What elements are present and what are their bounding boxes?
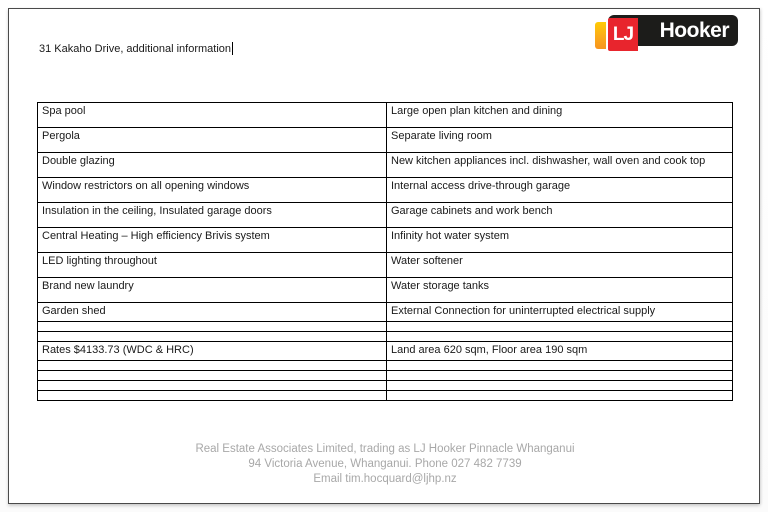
table-row	[38, 278, 733, 303]
document-title-line[interactable]	[39, 42, 233, 55]
table-row	[38, 203, 733, 228]
table-cell[interactable]: External Connection for uninterrupted electrical supply	[387, 303, 733, 322]
table-cell[interactable]: LED lighting throughout	[38, 253, 387, 278]
table-row	[38, 253, 733, 278]
table-cell[interactable]	[38, 361, 387, 371]
table-cell[interactable]: Separate living room	[387, 128, 733, 153]
table-cell[interactable]: Double glazing	[38, 153, 387, 178]
table-cell[interactable]: Rates $4133.73 (WDC & HRC)	[38, 342, 387, 361]
table-row	[38, 391, 733, 401]
table-cell[interactable]	[387, 322, 733, 332]
table-row	[38, 103, 733, 128]
table-cell[interactable]	[387, 332, 733, 342]
table-cell[interactable]	[38, 391, 387, 401]
table-row	[38, 332, 733, 342]
table-row	[38, 128, 733, 153]
table-cell[interactable]: Insulation in the ceiling, Insulated garage doors	[38, 203, 387, 228]
table-cell[interactable]	[38, 371, 387, 381]
table-cell[interactable]	[387, 381, 733, 391]
table-row	[38, 322, 733, 332]
document-page	[8, 8, 760, 504]
table-cell[interactable]: Garden shed	[38, 303, 387, 322]
table-cell[interactable]	[387, 391, 733, 401]
footer-email-line: Email tim.hocquard@ljhp.nz	[313, 473, 457, 485]
table-row	[38, 381, 733, 391]
table-cell[interactable]: Garage cabinets and work bench	[387, 203, 733, 228]
table-cell[interactable]	[38, 381, 387, 391]
document-title[interactable]: 31 Kakaho Drive, additional information	[39, 43, 232, 55]
logo-lj-text: LJ	[612, 23, 634, 45]
table-cell[interactable]	[38, 322, 387, 332]
table-cell[interactable]: Pergola	[38, 128, 387, 153]
table-row	[38, 342, 733, 361]
logo-lj-monogram	[608, 18, 638, 51]
logo-hooker-text: Hooker	[659, 18, 729, 42]
lj-hooker-logo	[595, 12, 743, 54]
table-cell[interactable]	[387, 361, 733, 371]
table-cell[interactable]: Internal access drive-through garage	[387, 178, 733, 203]
table-cell[interactable]: Infinity hot water system	[387, 228, 733, 253]
table-row	[38, 361, 733, 371]
table-cell[interactable]: Brand new laundry	[38, 278, 387, 303]
table-cell[interactable]	[387, 371, 733, 381]
table-row	[38, 303, 733, 322]
table-cell[interactable]: Large open plan kitchen and dining	[387, 103, 733, 128]
table-row	[38, 153, 733, 178]
table-cell[interactable]: Water storage tanks	[387, 278, 733, 303]
table-cell[interactable]: New kitchen appliances incl. dishwasher, wall oven and cook top	[387, 153, 733, 178]
table-cell[interactable]: Land area 620 sqm, Floor area 190 sqm	[387, 342, 733, 361]
table-cell[interactable]: Water softener	[387, 253, 733, 278]
footer-address-phone-line: 94 Victoria Avenue, Whanganui. Phone 027 482 7739	[248, 458, 522, 470]
footer	[9, 442, 761, 487]
table-cell[interactable]: Spa pool	[38, 103, 387, 128]
logo-gradient-stripe-icon	[595, 22, 606, 49]
footer-company-line: Real Estate Associates Limited, trading as LJ Hooker Pinnacle Whanganui	[195, 443, 575, 455]
table-cell[interactable]: Window restrictors on all opening windows	[38, 178, 387, 203]
table-cell[interactable]	[38, 332, 387, 342]
text-caret	[232, 42, 233, 55]
table-row	[38, 228, 733, 253]
features-table	[37, 102, 733, 401]
table-row	[38, 178, 733, 203]
table-cell[interactable]: Central Heating – High efficiency Brivis system	[38, 228, 387, 253]
table-row	[38, 371, 733, 381]
